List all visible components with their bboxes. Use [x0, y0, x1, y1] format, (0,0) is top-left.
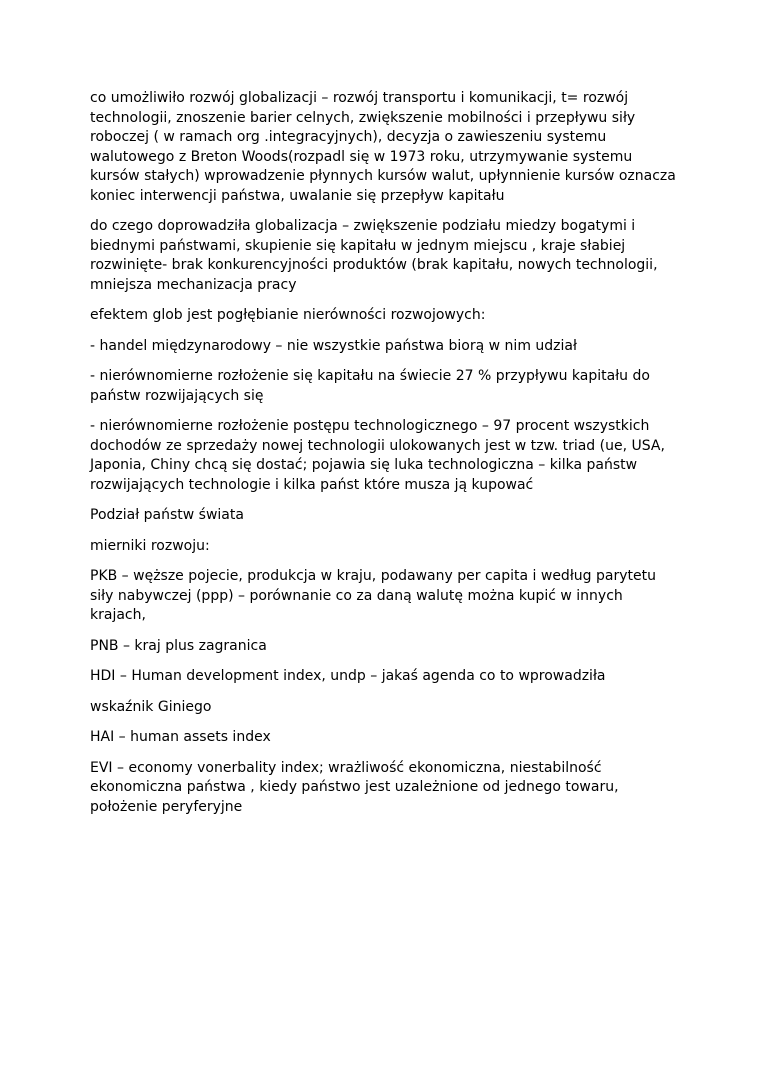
paragraph-pnb: PNB – kraj plus zagranica — [90, 637, 267, 654]
document-body — [90, 89, 680, 828]
list-item-technology: - nierównomierne rozłożenie postępu technologicznego – 97 procent wszystkich dochodów ze sprzedaży nowej technologii ulokowanych jest w tzw. triad (ue, USA, Japonia, Chiny chcą się dostać; pojawia się luka technologiczna – kilka państw rozwijających technologie i kilka państ które musza ją kupować — [90, 418, 665, 493]
paragraph-hai: HAI – human assets index — [90, 729, 271, 745]
paragraph-globalization-effects: do czego doprowadziła globalizacja – zwiększenie podziału miedzy bogatymi i biednymi państwami, skupienie się kapitału w jednym miejscu , kraje słabiej rozwinięte- brak konkurencyjności produktów (brak kapitału, nowych technologii, mniejsza mechanizacja pracy — [90, 218, 658, 293]
heading-development-measures: mierniki rozwoju: — [90, 537, 210, 554]
paragraph-pkb: PKB – węższe pojecie, produkcja w kraju, podawany per capita i według parytetu siły nabywczej (ppp) – porównanie co za daną walutę można kupić w innych krajach, — [90, 568, 656, 623]
paragraph-evi: EVI – economy vonerbality index; wrażliwość ekonomiczna, niestabilność ekonomiczna państwa , kiedy państwo jest uzależnione od jednego towaru, położenie peryferyjne — [90, 759, 619, 815]
paragraph-hdi: HDI – Human development index, undp – jakaś agenda co to wprowadziła — [90, 668, 606, 684]
heading-world-division: Podział państw świata — [90, 507, 244, 523]
paragraph-inequality-intro: efektem glob jest pogłębianie nierówności rozwojowych: — [90, 307, 486, 323]
paragraph-globalization-causes: co umożliwiło rozwój globalizacji – rozwój transportu i komunikacji, t= rozwój technologii, znoszenie barier celnych, zwiększenie mobilności i przepływu siły roboczej ( w ramach org .integracyjnych), decyzja o zawieszeniu systemu walutowego z Breton Woods(rozpadl się w 1973 roku, utrzymywanie systemu kursów stałych) wprowadzenie płynnych kursów walut, upłynnienie kursów oznacza koniec interwencji państwa, uwalanie się przepływ kapitału — [90, 90, 676, 204]
list-item-trade: - handel międzynarodowy – nie wszystkie państwa biorą w nim udział — [90, 337, 577, 354]
list-item-capital: - nierównomierne rozłożenie się kapitału na świecie 27 % przypływu kapitału do państw rozwijających się — [90, 368, 650, 404]
paragraph-gini: wskaźnik Giniego — [90, 698, 212, 715]
